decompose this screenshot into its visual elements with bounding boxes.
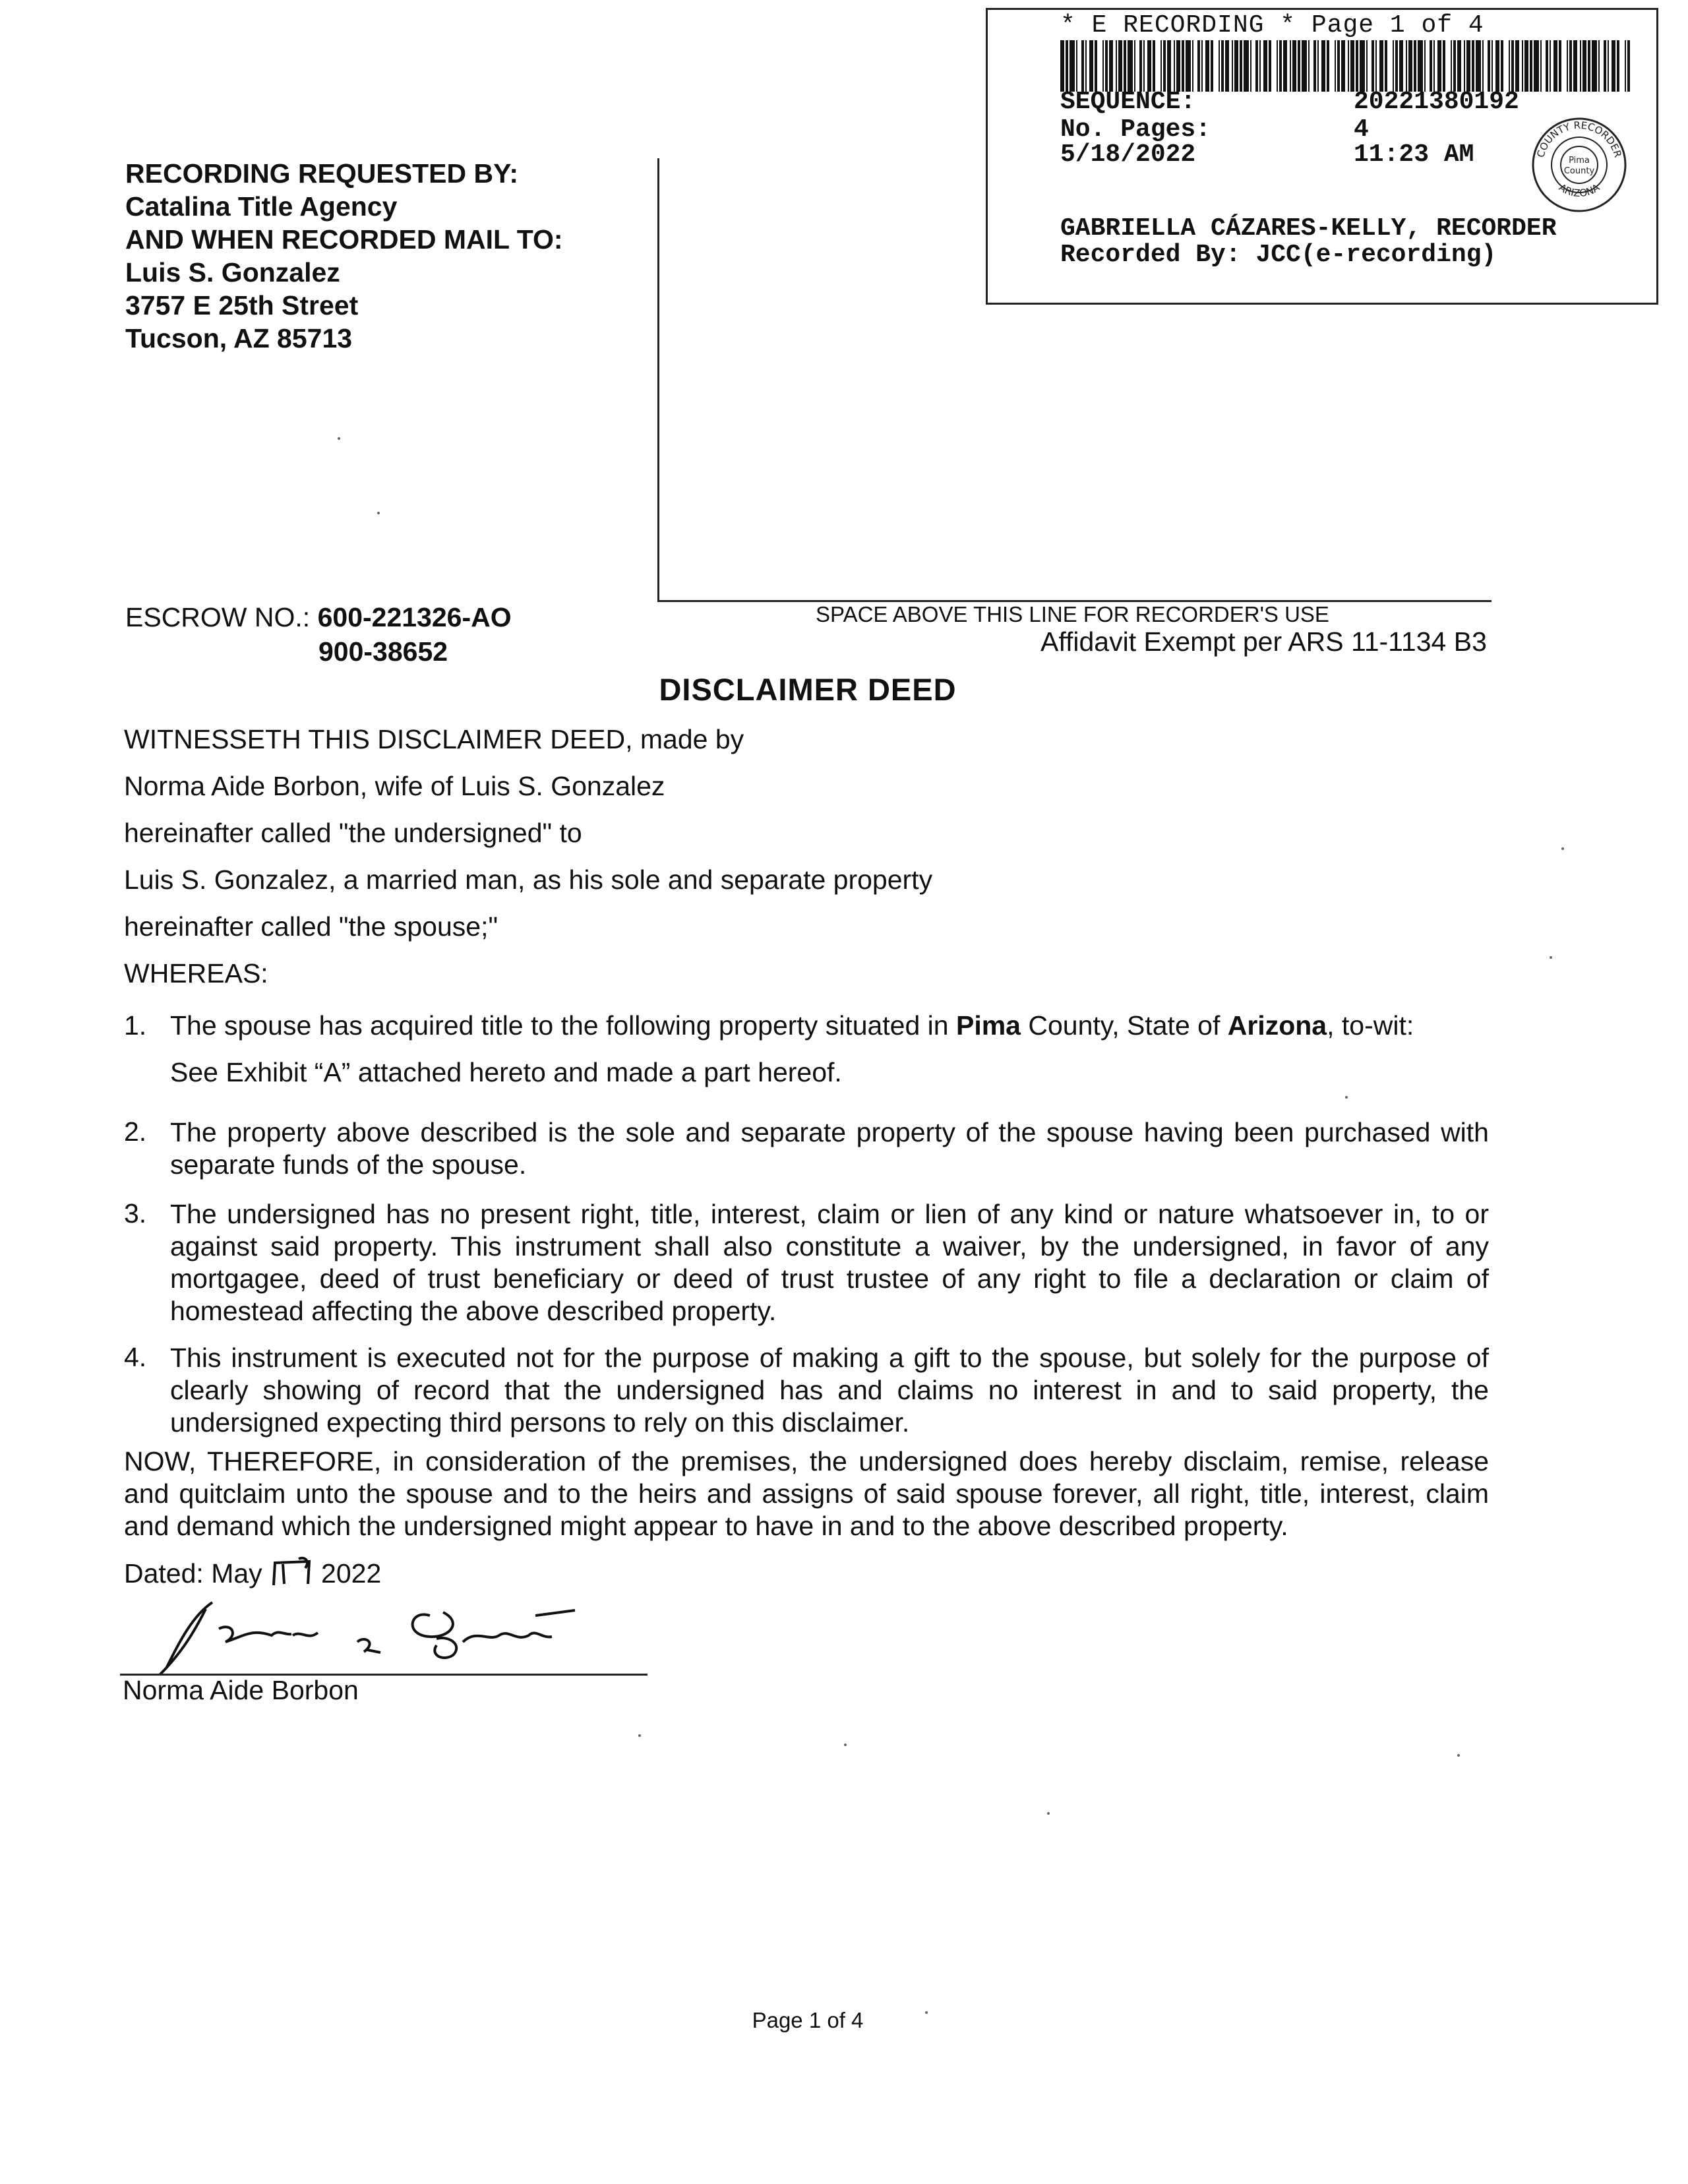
barcode-bar [1128,40,1133,92]
barcode-bar [1360,40,1365,92]
barcode-bar [1433,40,1435,92]
barcode-bar [1617,40,1619,92]
handwritten-day-mark [270,1555,321,1588]
scan-speck [844,1744,847,1746]
recorder-use-caption: SPACE ABOVE THIS LINE FOR RECORDER'S USE [816,602,1329,626]
barcode-bar [1163,40,1166,92]
barcode-bar [1317,40,1319,92]
page-number: Page 1 of 4 [752,2008,864,2032]
barcode-bar [1219,40,1220,92]
barcode-bar [1139,40,1142,92]
barcode-bar [1124,40,1126,92]
barcode-bar [1321,40,1325,92]
barcode-bar [1221,40,1224,92]
barcode-bar [1580,40,1581,92]
witnesseth-line: WITNESSETH THIS DISCLAIMER DEED, made by [124,724,744,754]
barcode-bar [1160,40,1162,92]
barcode-bar [1375,40,1377,92]
barcode-bar [1335,40,1336,92]
barcode-bar [1627,40,1630,92]
recorder-stamp [986,8,1658,305]
barcode-bar [1134,40,1135,92]
barcode-bar [1089,40,1093,92]
mail-to-name: Luis S. Gonzalez [125,257,340,288]
escrow-label: ESCROW NO.: [125,602,311,632]
affidavit-exempt: Affidavit Exempt per ARS 11-1134 B3 [1040,626,1487,657]
barcode-bar [1567,40,1568,92]
barcode-bar [1393,40,1394,92]
seal-bottom-text: ARIZONA [1556,181,1602,200]
barcode-bar [1582,40,1586,92]
barcode-bar [1298,40,1300,92]
barcode-bar [1292,40,1296,92]
barcode-bar [1546,40,1548,92]
barcode-bar [1612,40,1615,92]
barcode-bar [1476,40,1481,92]
barcode-bar [1408,40,1412,92]
barcode-bar [1492,40,1493,92]
spouse-line: hereinafter called "the spouse;" [124,911,498,942]
scan-speck [638,1734,641,1737]
barcode-bar [1604,40,1606,92]
county-recorder-seal [1530,115,1629,214]
mail-to-city: Tucson, AZ 85713 [125,323,353,353]
barcode-bar [1201,40,1203,92]
escrow-number [125,602,512,633]
barcode-bar [1424,40,1426,92]
scan-speck [925,2011,928,2014]
recorder-name: GABRIELLA CÁZARES-KELLY, RECORDER [1060,214,1557,243]
barcode [1060,40,1634,92]
item-4-number: 4. [124,1342,147,1372]
item-4-text: This instrument is executed not for the purpose of making a gift to the spouse, but solely for the purpose of clearly showing of record that the undersigned has and claims no interest in and to said property, the undersigned expecting third persons to rely on this disclaimer. [170,1343,1489,1438]
barcode-bar [1153,40,1155,92]
barcode-bar [1174,40,1175,92]
barcode-bar [1395,40,1398,92]
barcode-bar [1250,40,1251,92]
dated-label: Dated: May [124,1558,270,1589]
barcode-bar [1095,40,1097,92]
barcode-bar [1167,40,1171,92]
barcode-bar [1186,40,1191,92]
dated-line [124,1555,381,1589]
barcode-bar [1350,40,1354,92]
barcode-bar [1453,40,1456,92]
barcode-bar [1234,40,1238,92]
mail-to-label: AND WHEN RECORDED MAIL TO: [125,224,563,255]
stamp-header: * E RECORDING * Page 1 of 4 [1060,11,1484,40]
document-title: DISCLAIMER DEED [659,672,957,707]
barcode-bar [1430,40,1432,92]
barcode-bar [1211,40,1213,92]
barcode-bar [1102,40,1104,92]
scan-speck [1047,1812,1050,1815]
barcode-bar [1414,40,1416,92]
barcode-bar [1472,40,1474,92]
barcode-bar [1501,40,1503,92]
barcode-bar [1308,40,1310,92]
escrow-number-2: 900-38652 [318,636,448,667]
address-block [125,157,563,355]
barcode-bar [1348,40,1349,92]
seal-center-1: Pima [1569,156,1590,166]
barcode-bar [1550,40,1551,92]
barcode-bar [1495,40,1499,92]
scan-speck [1457,1754,1460,1757]
barcode-bar [1197,40,1200,92]
barcode-bar [1437,40,1441,92]
barcode-bar [1279,40,1282,92]
barcode-bar [1192,40,1193,92]
barcode-bar [1522,40,1523,92]
scan-speck [338,437,340,440]
barcode-bar [1443,40,1445,92]
scan-speck [1561,847,1564,850]
barcode-bar [1313,40,1316,92]
barcode-bar [1540,40,1542,92]
pages-value: 4 [1354,115,1369,144]
barcode-bar [1524,40,1528,92]
barcode-bar [1240,40,1242,92]
item-3-number: 3. [124,1198,147,1228]
barcode-bar [1290,40,1291,92]
undersigned-line: hereinafter called "the undersigned" to [124,818,582,848]
barcode-bar [1182,40,1184,92]
item-1-exhibit: See Exhibit “A” attached hereto and made a part hereof. [170,1057,842,1087]
barcode-bar [1244,40,1249,92]
sequence-label: SEQUENCE: [1060,88,1196,116]
barcode-bar [1259,40,1261,92]
barcode-bar [1592,40,1597,92]
barcode-bar [1588,40,1590,92]
barcode-bar [1418,40,1423,92]
pages-label: No. Pages: [1060,115,1211,144]
recording-date: 5/18/2022 [1060,140,1196,169]
barcode-bar [1488,40,1490,92]
barcode-bar [1515,40,1519,92]
scan-speck [1345,1096,1348,1099]
svg-text:COUNTY RECORDER [1534,119,1623,159]
recording-requested-label: RECORDING REQUESTED BY: [125,158,519,189]
handwritten-signature [120,1589,648,1682]
barcode-bar [1225,40,1229,92]
item-1-number: 1. [124,1010,147,1041]
barcode-bar [1269,40,1271,92]
barcode-bar [1205,40,1209,92]
requesting-agency: Catalina Title Agency [125,191,398,222]
barcode-bar [1116,40,1117,92]
barcode-bar [1509,40,1510,92]
barcode-bar [1337,40,1340,92]
sequence-value: 20221380192 [1354,88,1519,116]
barcode-bar [1283,40,1287,92]
now-therefore-paragraph: NOW, THEREFORE, in consideration of the premises, the undersigned does hereby disclaim, remise, release and quitclaim unto the spouse and to the heirs and assigns of said spouse forever, all right, title, interest, claim and demand which the undersigned might appear to have in and to the above described property. [124,1446,1489,1541]
barcode-bar [1598,40,1600,92]
barcode-bar [1076,40,1077,92]
item-1-county: Pima [955,1010,1021,1041]
barcode-bar [1143,40,1145,92]
barcode-bar [1482,40,1484,92]
item-3-text: The undersigned has no present right, title, interest, claim or lien of any kind or nature whatsoever in, to or against said property. This instrument shall also constitute a waiver, by the undersigned, in favor of any mortgagee, deed of trust beneficiary or deed of trust trustee of any right to file a declaration or claim of homestead affecting the above described property. [170,1199,1489,1326]
barcode-bar [1366,40,1368,92]
scan-speck [377,512,380,514]
barcode-bar [1625,40,1626,92]
barcode-bar [1573,40,1577,92]
grantor-line: Norma Aide Borbon, wife of Luis S. Gonzalez [124,771,665,801]
barcode-bar [1327,40,1329,92]
barcode-bar [1530,40,1532,92]
item-2-number: 2. [124,1116,147,1147]
barcode-bar [1066,40,1068,92]
item-1-text [170,1010,1414,1041]
recorded-by: Recorded By: JCC(e-recording) [1060,241,1497,269]
barcode-bar [1559,40,1561,92]
dated-year: 2022 [321,1558,382,1589]
barcode-bar [1608,40,1609,92]
barcode-bar [1464,40,1465,92]
barcode-bar [1399,40,1403,92]
whereas-line: WHEREAS: [124,958,268,988]
barcode-bar [1385,40,1387,92]
barcode-bar [1060,40,1064,92]
barcode-bar [1232,40,1233,92]
barcode-bar [1457,40,1461,92]
item-1-part-c: , to-wit: [1327,1010,1414,1041]
barcode-bar [1176,40,1180,92]
barcode-bar [1341,40,1345,92]
vertical-divider [657,158,659,601]
barcode-bar [1070,40,1075,92]
barcode-bar [1356,40,1358,92]
barcode-bar [1534,40,1539,92]
barcode-bar [1379,40,1383,92]
barcode-bar [1263,40,1267,92]
barcode-bar [1109,40,1113,92]
seal-top-text: COUNTY RECORDER [1534,119,1624,159]
recording-time: 11:23 AM [1354,140,1474,169]
signer-name: Norma Aide Borbon [123,1675,359,1705]
item-1-part-b: County, State of [1020,1010,1228,1041]
item-1-state: Arizona [1227,1010,1327,1041]
barcode-bar [1118,40,1122,92]
barcode-bar [1511,40,1514,92]
barcode-bar [1255,40,1258,92]
seal-center-2: County [1563,166,1595,176]
barcode-bar [1451,40,1452,92]
mail-to-street: 3757 E 25th Street [125,290,359,320]
barcode-bar [1081,40,1084,92]
escrow-number-1: 600-221326-AO [317,602,512,632]
barcode-bar [1147,40,1151,92]
barcode-bar [1372,40,1374,92]
scan-speck [1550,956,1552,959]
barcode-bar [1553,40,1557,92]
barcode-bar [1406,40,1407,92]
barcode-bar [1569,40,1572,92]
grantee-line: Luis S. Gonzalez, a married man, as his sole and separate property [124,864,933,895]
item-1-part-a: The spouse has acquired title to the following property situated in [170,1010,956,1041]
barcode-bar [1085,40,1087,92]
barcode-bar [1277,40,1278,92]
barcode-bar [1105,40,1108,92]
item-2-text: The property above described is the sole and separate property of the spouse having been purchased with separate funds of the spouse. [170,1117,1489,1180]
barcode-bar [1466,40,1470,92]
barcode-bar [1302,40,1307,92]
